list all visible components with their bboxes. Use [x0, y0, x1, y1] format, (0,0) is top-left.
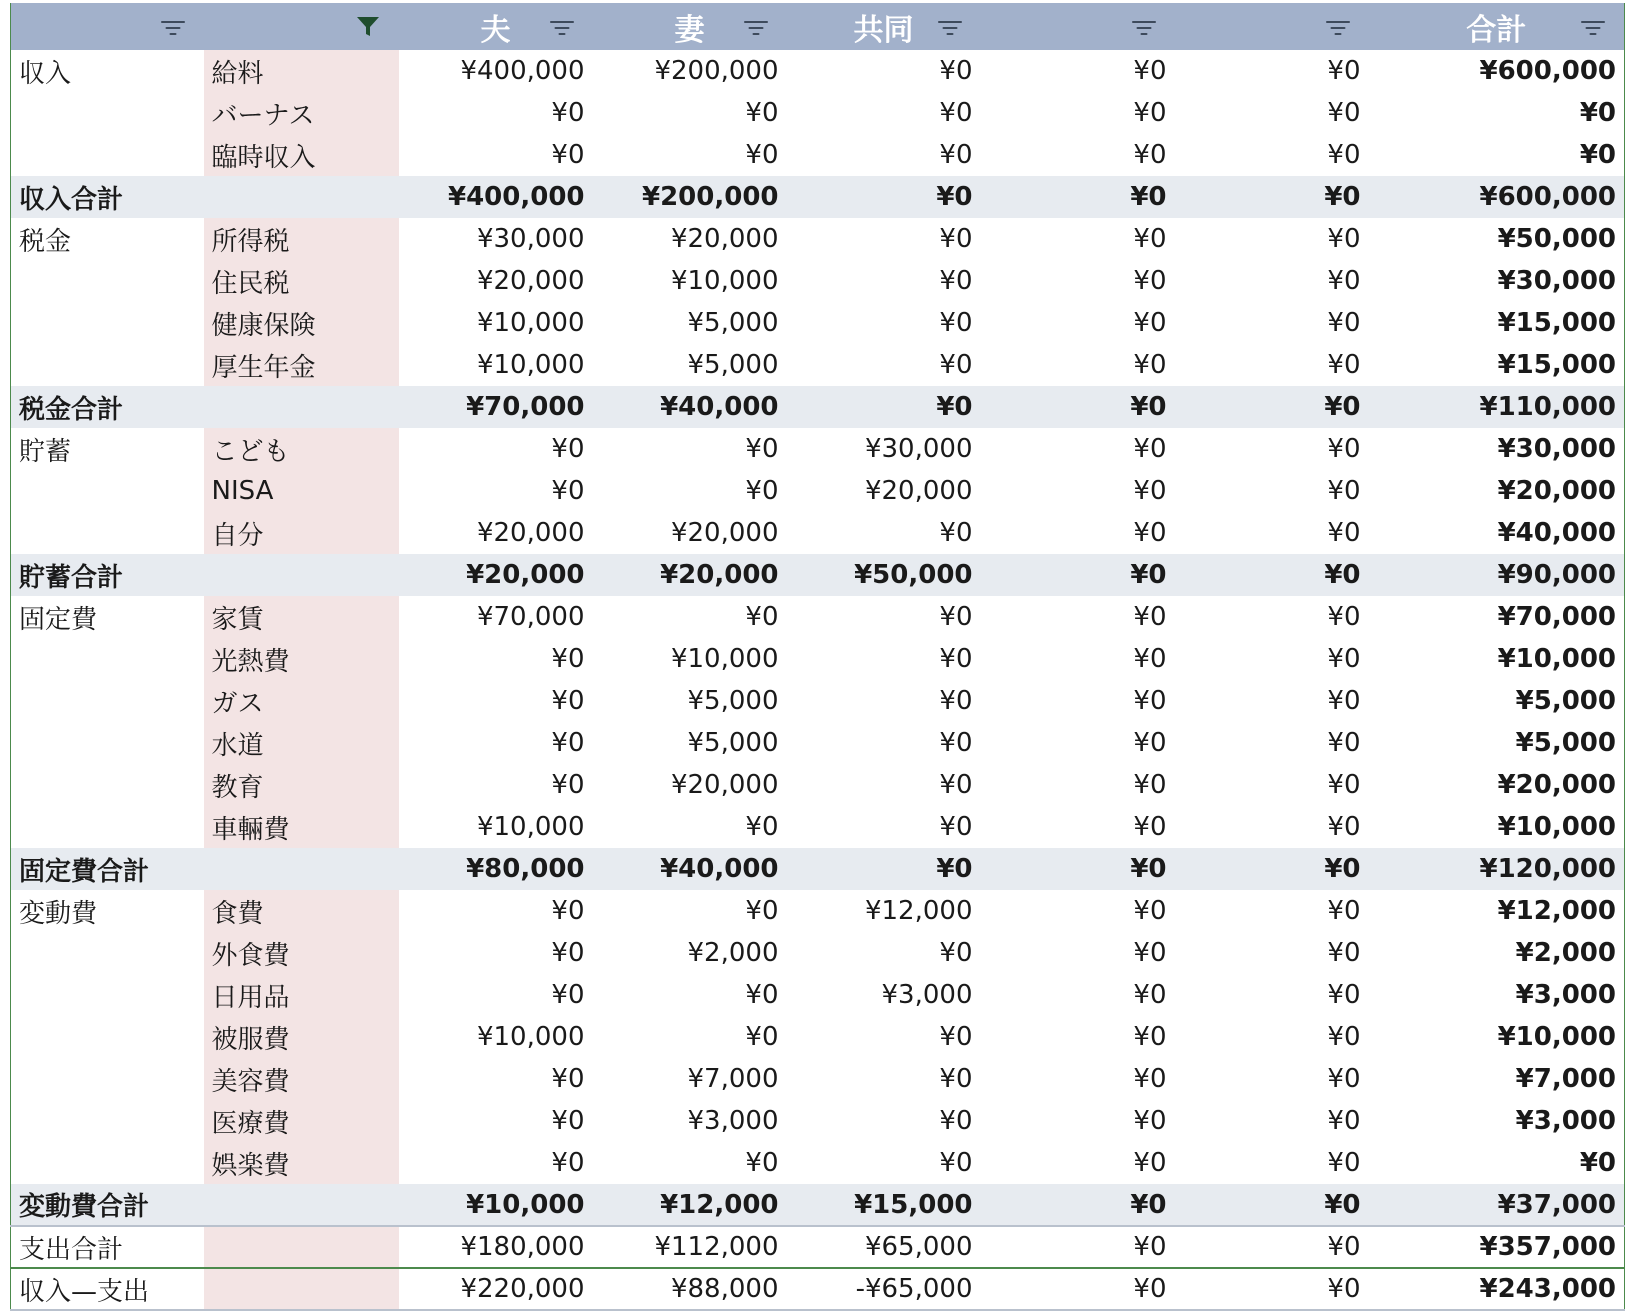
value-cell[interactable]: ¥10,000	[670, 644, 779, 674]
value-cell[interactable]: ¥0	[787, 386, 981, 428]
value-cell[interactable]: ¥2,000	[687, 938, 779, 968]
value-cell[interactable]: ¥5,000	[687, 308, 779, 338]
value-cell[interactable]: ¥200,000	[654, 56, 779, 86]
row-total-cell[interactable]: ¥3,000	[1515, 1106, 1616, 1136]
value-cell[interactable]: ¥20,000	[476, 518, 585, 548]
category-cell[interactable]: 変動費	[19, 898, 98, 929]
row-total-cell[interactable]: ¥5,000	[1515, 686, 1616, 716]
row-total-cell[interactable]: ¥0	[1579, 98, 1616, 128]
row-total-cell[interactable]: ¥357,000	[1369, 1226, 1625, 1268]
active-filter-funnel-icon[interactable]	[355, 13, 381, 39]
value-cell[interactable]: ¥0	[939, 1106, 973, 1136]
value-cell[interactable]: ¥5,000	[687, 350, 779, 380]
item-cell[interactable]: 娯楽費	[204, 1142, 399, 1184]
table-row	[11, 890, 1625, 932]
row-total-cell[interactable]: ¥3,000	[1515, 980, 1616, 1010]
item-cell[interactable]: 家賃	[204, 596, 399, 638]
value-cell[interactable]: ¥0	[939, 602, 973, 632]
value-cell[interactable]: ¥0	[1133, 266, 1167, 296]
item-cell[interactable]: 住民税	[204, 260, 399, 302]
value-cell[interactable]: ¥0	[939, 350, 973, 380]
category-cell[interactable]	[11, 302, 204, 344]
value-cell[interactable]: ¥0	[745, 812, 779, 842]
item-cell[interactable]	[204, 554, 399, 596]
category-cell[interactable]: 固定費	[19, 604, 98, 635]
table-row	[11, 1100, 1625, 1142]
filter-icon[interactable]	[937, 15, 963, 39]
value-cell[interactable]: ¥40,000	[593, 386, 787, 428]
value-cell[interactable]: ¥0	[1327, 1106, 1361, 1136]
header-total: 合計	[1369, 3, 1625, 50]
value-cell[interactable]: ¥10,000	[399, 1184, 593, 1226]
category-cell[interactable]	[11, 932, 204, 974]
value-cell[interactable]: ¥0	[1327, 770, 1361, 800]
grand-row	[11, 1226, 1625, 1268]
item-cell[interactable]: 被服費	[204, 1016, 399, 1058]
value-cell[interactable]: ¥0	[981, 1184, 1175, 1226]
value-cell[interactable]: ¥0	[745, 896, 779, 926]
total-row	[11, 554, 1625, 596]
table-row	[11, 638, 1625, 680]
row-total-cell[interactable]: ¥37,000	[1369, 1184, 1625, 1226]
row-total-cell[interactable]: ¥0	[1579, 1148, 1616, 1178]
row-total-cell[interactable]: ¥10,000	[1497, 1022, 1616, 1052]
value-cell[interactable]: ¥0	[787, 848, 981, 890]
header-row	[11, 3, 1625, 50]
item-cell[interactable]: 所得税	[204, 218, 399, 260]
table-row	[11, 218, 1625, 260]
value-cell[interactable]: ¥0	[1327, 518, 1361, 548]
item-cell[interactable]: 光熱費	[204, 638, 399, 680]
row-total-cell[interactable]: ¥12,000	[1497, 896, 1616, 926]
value-cell[interactable]: ¥5,000	[687, 728, 779, 758]
value-cell[interactable]: ¥0	[1133, 518, 1167, 548]
filter-icon[interactable]	[549, 15, 575, 39]
row-total-cell[interactable]: ¥70,000	[1497, 602, 1616, 632]
value-cell[interactable]: ¥0	[745, 434, 779, 464]
item-cell[interactable]	[204, 1226, 399, 1268]
value-cell[interactable]: ¥0	[551, 476, 585, 506]
value-cell[interactable]: ¥0	[1175, 1268, 1369, 1310]
item-cell[interactable]: 食費	[204, 890, 399, 932]
value-cell[interactable]: ¥0	[551, 1064, 585, 1094]
header-col7	[1175, 3, 1369, 50]
value-cell[interactable]: ¥0	[551, 686, 585, 716]
value-cell[interactable]: ¥0	[1133, 1148, 1167, 1178]
header-category	[11, 3, 204, 50]
category-cell[interactable]: 固定費合計	[11, 848, 204, 890]
row-total-cell[interactable]: ¥90,000	[1369, 554, 1625, 596]
value-cell[interactable]: ¥0	[1133, 98, 1167, 128]
item-cell[interactable]: バーナス	[204, 92, 399, 134]
value-cell[interactable]: ¥0	[551, 644, 585, 674]
value-cell[interactable]: ¥0	[939, 644, 973, 674]
item-cell[interactable]	[204, 386, 399, 428]
item-cell[interactable]: 自分	[204, 512, 399, 554]
value-cell[interactable]: ¥0	[1133, 1106, 1167, 1136]
value-cell[interactable]: ¥3,000	[687, 1106, 779, 1136]
table-row	[11, 134, 1625, 176]
total-row	[11, 176, 1625, 218]
category-cell[interactable]	[11, 344, 204, 386]
category-cell[interactable]	[11, 92, 204, 134]
table-row	[11, 932, 1625, 974]
value-cell[interactable]: ¥180,000	[399, 1226, 593, 1268]
value-cell[interactable]: ¥0	[1327, 896, 1361, 926]
pivot-table	[10, 3, 1625, 1311]
value-cell[interactable]: ¥0	[551, 980, 585, 1010]
item-cell[interactable]: ガス	[204, 680, 399, 722]
value-cell[interactable]: ¥0	[787, 176, 981, 218]
value-cell[interactable]: ¥0	[745, 1022, 779, 1052]
category-cell[interactable]	[11, 1016, 204, 1058]
item-cell[interactable]: 厚生年金	[204, 344, 399, 386]
category-cell[interactable]: 収入—支出	[11, 1268, 204, 1310]
value-cell[interactable]: ¥0	[551, 770, 585, 800]
category-cell[interactable]	[11, 1058, 204, 1100]
value-cell[interactable]: ¥112,000	[593, 1226, 787, 1268]
value-cell[interactable]: ¥12,000	[593, 1184, 787, 1226]
value-cell[interactable]: ¥0	[1133, 476, 1167, 506]
value-cell[interactable]: ¥0	[981, 1268, 1175, 1310]
header-wife: 妻	[593, 3, 787, 50]
table-row	[11, 92, 1625, 134]
table-row	[11, 260, 1625, 302]
category-cell[interactable]: 収入合計	[11, 176, 204, 218]
value-cell[interactable]: ¥400,000	[460, 56, 585, 86]
value-cell[interactable]: ¥0	[1133, 308, 1167, 338]
row-total-cell[interactable]: ¥243,000	[1369, 1268, 1625, 1310]
value-cell[interactable]: ¥20,000	[670, 770, 779, 800]
row-total-cell[interactable]: ¥5,000	[1515, 728, 1616, 758]
filter-icon[interactable]	[160, 15, 186, 39]
category-cell[interactable]	[11, 1100, 204, 1142]
value-cell[interactable]: ¥0	[1327, 812, 1361, 842]
row-total-cell[interactable]: ¥40,000	[1497, 518, 1616, 548]
value-cell[interactable]: ¥0	[1327, 140, 1361, 170]
total-row	[11, 848, 1625, 890]
row-total-cell[interactable]: ¥15,000	[1497, 350, 1616, 380]
value-cell[interactable]: ¥0	[551, 1106, 585, 1136]
value-cell[interactable]: ¥0	[1133, 602, 1167, 632]
value-cell[interactable]: ¥10,000	[476, 308, 585, 338]
value-cell[interactable]: ¥220,000	[399, 1268, 593, 1310]
value-cell[interactable]: ¥0	[939, 1064, 973, 1094]
value-cell[interactable]: ¥0	[1133, 56, 1167, 86]
filter-icon[interactable]	[1131, 15, 1157, 39]
row-total-cell[interactable]: ¥30,000	[1497, 266, 1616, 296]
table-row	[11, 806, 1625, 848]
value-cell[interactable]: ¥0	[1133, 938, 1167, 968]
category-cell[interactable]: 収入	[19, 58, 72, 89]
value-cell[interactable]: ¥0	[1133, 980, 1167, 1010]
value-cell[interactable]: ¥12,000	[864, 896, 973, 926]
item-cell[interactable]: 臨時収入	[204, 134, 399, 176]
value-cell[interactable]: ¥20,000	[864, 476, 973, 506]
category-cell[interactable]	[11, 680, 204, 722]
table-row	[11, 596, 1625, 638]
category-cell[interactable]	[11, 764, 204, 806]
value-cell[interactable]: ¥0	[1327, 602, 1361, 632]
value-cell[interactable]: ¥65,000	[787, 1226, 981, 1268]
value-cell[interactable]: ¥20,000	[670, 518, 779, 548]
value-cell[interactable]: ¥3,000	[881, 980, 973, 1010]
table-row	[11, 764, 1625, 806]
category-cell[interactable]: 税金	[19, 226, 72, 257]
value-cell[interactable]: ¥0	[1327, 266, 1361, 296]
value-cell[interactable]: ¥0	[939, 266, 973, 296]
category-cell[interactable]	[11, 134, 204, 176]
value-cell[interactable]: ¥0	[745, 476, 779, 506]
value-cell[interactable]: ¥0	[981, 176, 1175, 218]
value-cell[interactable]: ¥0	[939, 224, 973, 254]
value-cell[interactable]: ¥0	[1327, 644, 1361, 674]
value-cell[interactable]: ¥0	[1175, 1226, 1369, 1268]
row-total-cell[interactable]: ¥110,000	[1369, 386, 1625, 428]
value-cell[interactable]: ¥15,000	[787, 1184, 981, 1226]
value-cell[interactable]: ¥0	[551, 938, 585, 968]
value-cell[interactable]: ¥0	[1175, 554, 1369, 596]
value-cell[interactable]: ¥0	[1327, 728, 1361, 758]
filter-icon[interactable]	[1580, 15, 1606, 39]
table-row	[11, 722, 1625, 764]
value-cell[interactable]: ¥0	[745, 140, 779, 170]
value-cell[interactable]: ¥5,000	[687, 686, 779, 716]
value-cell[interactable]: ¥0	[1133, 350, 1167, 380]
item-cell[interactable]: 日用品	[204, 974, 399, 1016]
value-cell[interactable]: ¥0	[1327, 224, 1361, 254]
value-cell[interactable]: ¥0	[939, 728, 973, 758]
table-row	[11, 470, 1625, 512]
value-cell[interactable]: ¥40,000	[593, 848, 787, 890]
table-row	[11, 50, 1625, 92]
value-cell[interactable]: ¥0	[1327, 308, 1361, 338]
value-cell[interactable]: ¥0	[1133, 1064, 1167, 1094]
value-cell[interactable]: ¥0	[1327, 1148, 1361, 1178]
value-cell[interactable]: ¥200,000	[593, 176, 787, 218]
value-cell[interactable]: ¥20,000	[593, 554, 787, 596]
item-cell[interactable]: 美容費	[204, 1058, 399, 1100]
table-row	[11, 302, 1625, 344]
value-cell[interactable]: ¥0	[551, 728, 585, 758]
value-cell[interactable]: ¥0	[1327, 350, 1361, 380]
value-cell[interactable]: ¥0	[1327, 98, 1361, 128]
category-cell[interactable]: 支出合計	[11, 1226, 204, 1268]
value-cell[interactable]: ¥10,000	[476, 350, 585, 380]
category-cell[interactable]: 税金合計	[11, 386, 204, 428]
value-cell[interactable]: ¥0	[939, 686, 973, 716]
value-cell[interactable]: ¥0	[551, 98, 585, 128]
value-cell[interactable]: -¥65,000	[787, 1268, 981, 1310]
row-total-cell[interactable]: ¥2,000	[1515, 938, 1616, 968]
value-cell[interactable]: ¥0	[939, 98, 973, 128]
row-total-cell[interactable]: ¥7,000	[1515, 1064, 1616, 1094]
value-cell[interactable]: ¥0	[551, 140, 585, 170]
row-total-cell[interactable]: ¥50,000	[1497, 224, 1616, 254]
value-cell[interactable]: ¥0	[939, 1148, 973, 1178]
value-cell[interactable]: ¥7,000	[687, 1064, 779, 1094]
value-cell[interactable]: ¥0	[1133, 728, 1167, 758]
value-cell[interactable]: ¥0	[939, 812, 973, 842]
value-cell[interactable]: ¥0	[1175, 848, 1369, 890]
filter-icon[interactable]	[743, 15, 769, 39]
value-cell[interactable]: ¥0	[551, 434, 585, 464]
category-cell[interactable]: 変動費合計	[11, 1184, 204, 1226]
row-total-cell[interactable]: ¥120,000	[1369, 848, 1625, 890]
value-cell[interactable]: ¥20,000	[399, 554, 593, 596]
item-cell[interactable]: こども	[204, 428, 399, 470]
value-cell[interactable]: ¥0	[1327, 56, 1361, 86]
value-cell[interactable]: ¥10,000	[476, 1022, 585, 1052]
header-item	[204, 3, 399, 50]
value-cell[interactable]: ¥0	[745, 980, 779, 1010]
item-cell[interactable]	[204, 176, 399, 218]
table-row	[11, 1142, 1625, 1184]
category-cell[interactable]	[11, 512, 204, 554]
value-cell[interactable]: ¥0	[1175, 176, 1369, 218]
value-cell[interactable]: ¥0	[1133, 770, 1167, 800]
value-cell[interactable]: ¥30,000	[864, 434, 973, 464]
value-cell[interactable]: ¥0	[1133, 644, 1167, 674]
row-total-cell[interactable]: ¥0	[1579, 140, 1616, 170]
row-total-cell[interactable]: ¥20,000	[1497, 770, 1616, 800]
net-row	[11, 1268, 1625, 1310]
header-col6	[981, 3, 1175, 50]
item-cell[interactable]	[204, 1268, 399, 1310]
value-cell[interactable]: ¥0	[939, 308, 973, 338]
value-cell[interactable]: ¥20,000	[670, 224, 779, 254]
value-cell[interactable]: ¥0	[939, 140, 973, 170]
item-cell[interactable]: 車輛費	[204, 806, 399, 848]
value-cell[interactable]: ¥0	[981, 1226, 1175, 1268]
value-cell[interactable]: ¥30,000	[476, 224, 585, 254]
row-total-cell[interactable]: ¥15,000	[1497, 308, 1616, 338]
item-cell[interactable]: NISA	[204, 470, 399, 512]
category-cell[interactable]	[11, 470, 204, 512]
value-cell[interactable]: ¥0	[1327, 938, 1361, 968]
value-cell[interactable]: ¥50,000	[787, 554, 981, 596]
value-cell[interactable]: ¥0	[939, 938, 973, 968]
category-cell[interactable]	[11, 638, 204, 680]
category-cell[interactable]	[11, 1142, 204, 1184]
value-cell[interactable]: ¥0	[1175, 1184, 1369, 1226]
value-cell[interactable]: ¥0	[1327, 476, 1361, 506]
item-cell[interactable]: 健康保険	[204, 302, 399, 344]
item-cell[interactable]	[204, 1184, 399, 1226]
item-cell[interactable]: 水道	[204, 722, 399, 764]
value-cell[interactable]: ¥0	[1327, 1022, 1361, 1052]
value-cell[interactable]: ¥0	[939, 770, 973, 800]
value-cell[interactable]: ¥0	[1133, 686, 1167, 716]
item-cell[interactable]: 給料	[204, 50, 399, 92]
category-cell[interactable]: 貯蓄合計	[11, 554, 204, 596]
value-cell[interactable]: ¥0	[1327, 434, 1361, 464]
value-cell[interactable]: ¥88,000	[593, 1268, 787, 1310]
value-cell[interactable]: ¥0	[1133, 140, 1167, 170]
value-cell[interactable]: ¥0	[1133, 1022, 1167, 1052]
table-row	[11, 512, 1625, 554]
value-cell[interactable]: ¥0	[1327, 1064, 1361, 1094]
category-cell[interactable]	[11, 974, 204, 1016]
value-cell[interactable]: ¥0	[1133, 812, 1167, 842]
row-total-cell[interactable]: ¥600,000	[1369, 176, 1625, 218]
row-total-cell[interactable]: ¥10,000	[1497, 644, 1616, 674]
value-cell[interactable]: ¥0	[745, 602, 779, 632]
category-cell[interactable]	[11, 260, 204, 302]
value-cell[interactable]: ¥0	[551, 1148, 585, 1178]
value-cell[interactable]: ¥0	[939, 518, 973, 548]
value-cell[interactable]: ¥0	[1133, 896, 1167, 926]
category-cell[interactable]: 貯蓄	[19, 436, 72, 467]
value-cell[interactable]: ¥0	[551, 896, 585, 926]
value-cell[interactable]: ¥0	[1327, 686, 1361, 716]
value-cell[interactable]: ¥400,000	[399, 176, 593, 218]
value-cell[interactable]: ¥0	[981, 554, 1175, 596]
header-husband: 夫	[399, 3, 593, 50]
item-cell[interactable]: 医療費	[204, 1100, 399, 1142]
table-row	[11, 680, 1625, 722]
value-cell[interactable]: ¥0	[981, 386, 1175, 428]
category-cell[interactable]	[11, 806, 204, 848]
category-cell[interactable]	[11, 722, 204, 764]
value-cell[interactable]: ¥10,000	[670, 266, 779, 296]
table-row	[11, 1016, 1625, 1058]
value-cell[interactable]: ¥0	[981, 848, 1175, 890]
total-row	[11, 1184, 1625, 1226]
value-cell[interactable]: ¥70,000	[476, 602, 585, 632]
item-cell[interactable]: 教育	[204, 764, 399, 806]
row-total-cell[interactable]: ¥30,000	[1497, 434, 1616, 464]
value-cell[interactable]: ¥0	[745, 98, 779, 128]
value-cell[interactable]: ¥0	[1133, 434, 1167, 464]
row-total-cell[interactable]: ¥20,000	[1497, 476, 1616, 506]
value-cell[interactable]: ¥0	[1175, 386, 1369, 428]
table-row	[11, 428, 1625, 470]
table-row	[11, 1058, 1625, 1100]
row-total-cell[interactable]: ¥10,000	[1497, 812, 1616, 842]
item-cell[interactable]: 外食費	[204, 932, 399, 974]
value-cell[interactable]: ¥70,000	[399, 386, 593, 428]
value-cell[interactable]: ¥0	[745, 1148, 779, 1178]
filter-icon[interactable]	[1325, 15, 1351, 39]
value-cell[interactable]: ¥0	[939, 56, 973, 86]
value-cell[interactable]: ¥0	[1327, 980, 1361, 1010]
value-cell[interactable]: ¥10,000	[476, 812, 585, 842]
value-cell[interactable]: ¥0	[1133, 224, 1167, 254]
header-joint: 共同	[787, 3, 981, 50]
total-row	[11, 386, 1625, 428]
row-total-cell[interactable]: ¥600,000	[1479, 56, 1616, 86]
table-row	[11, 344, 1625, 386]
value-cell[interactable]: ¥80,000	[399, 848, 593, 890]
value-cell[interactable]: ¥20,000	[476, 266, 585, 296]
value-cell[interactable]: ¥0	[939, 1022, 973, 1052]
item-cell[interactable]	[204, 848, 399, 890]
table-row	[11, 974, 1625, 1016]
